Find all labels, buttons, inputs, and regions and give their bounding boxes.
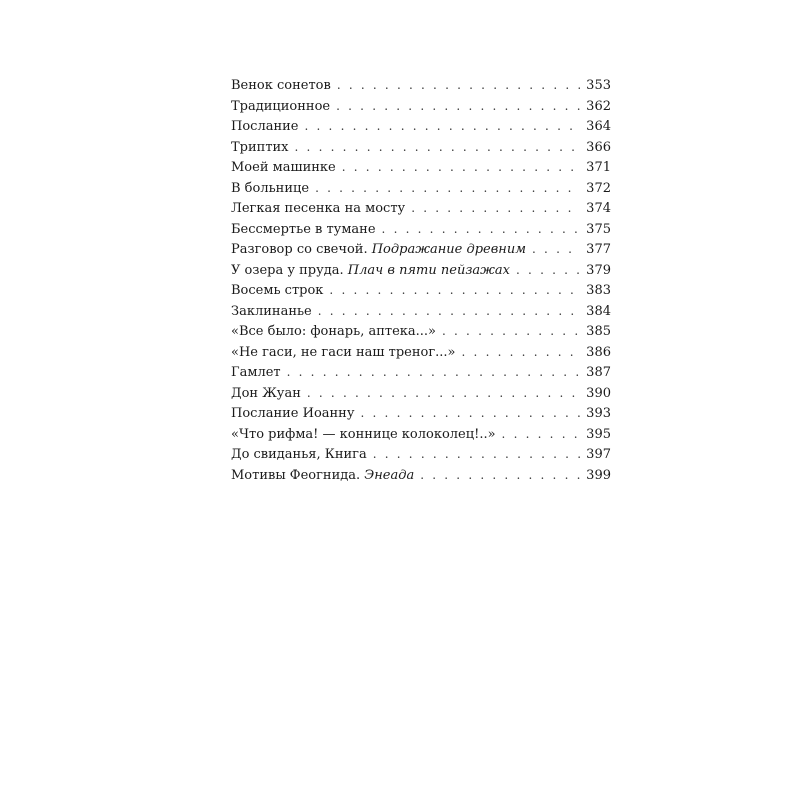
dot-leader — [337, 75, 580, 96]
toc-entry-title: Мотивы Феогнида. Энеада — [231, 467, 415, 483]
dot-leader — [307, 383, 580, 404]
dot-leader — [304, 116, 580, 137]
dot-leader — [462, 342, 581, 363]
toc-entry-title: До свиданья, Книга — [231, 447, 367, 462]
toc-entry-page: 366 — [586, 139, 611, 155]
toc-entry — [231, 342, 611, 363]
toc-entry-page: 383 — [586, 283, 611, 298]
dot-leader — [411, 198, 580, 219]
dot-leader — [295, 137, 581, 158]
toc-entry-title: Моей машинке — [231, 160, 336, 175]
toc-entry — [231, 383, 611, 404]
toc-entry — [231, 362, 611, 383]
toc-entry — [231, 424, 611, 445]
toc-entry-page: 390 — [586, 385, 611, 401]
toc-entry-page: 384 — [586, 303, 611, 319]
toc-entry — [231, 157, 611, 178]
toc-entry-title: Послание Иоанну — [231, 406, 355, 421]
dot-leader — [442, 321, 580, 342]
toc-entry-page: 393 — [586, 406, 611, 421]
toc-entry — [231, 116, 611, 137]
toc-entry-page: 387 — [586, 365, 611, 380]
dot-leader — [532, 239, 580, 260]
toc-entry — [231, 219, 611, 240]
toc-entry-page: 362 — [586, 98, 611, 114]
toc-entry-page: 353 — [586, 78, 611, 93]
toc-entry — [231, 465, 611, 486]
toc-entry — [231, 403, 611, 424]
dot-leader — [516, 260, 580, 281]
dot-leader — [342, 157, 580, 178]
toc-entry-page: 377 — [586, 242, 611, 257]
toc-entry — [231, 75, 611, 96]
dot-leader — [336, 96, 580, 117]
toc-entry-title: Разговор со свечой. Подражание древним — [231, 242, 527, 257]
toc-entry-title: У озера у пруда. Плач в пяти пейзажах — [231, 262, 511, 278]
toc-entry — [231, 178, 611, 199]
toc-entry-page: 371 — [586, 160, 611, 175]
dot-leader — [318, 301, 580, 322]
dot-leader — [315, 178, 580, 199]
dot-leader — [373, 444, 580, 465]
table-of-contents — [231, 75, 611, 485]
toc-entry-page: 375 — [586, 221, 611, 237]
dot-leader — [382, 219, 581, 240]
dot-leader — [420, 465, 580, 486]
toc-entry-page: 395 — [586, 426, 611, 442]
toc-entry-title: Традиционное — [231, 98, 331, 114]
dot-leader — [329, 280, 580, 301]
toc-entry — [231, 321, 611, 342]
toc-entry-page: 399 — [586, 467, 611, 483]
toc-entry-page: 385 — [586, 324, 611, 339]
toc-entry-title: В больнице — [231, 180, 310, 196]
toc-entry-page: 372 — [586, 180, 611, 196]
toc-entry-page: 379 — [586, 262, 611, 278]
toc-entry-title: Триптих — [231, 139, 289, 155]
toc-entry — [231, 198, 611, 219]
toc-entry — [231, 96, 611, 117]
toc-entry — [231, 444, 611, 465]
toc-entry-title: «Все было: фонарь, аптека...» — [231, 324, 436, 339]
toc-entry-page: 386 — [586, 344, 611, 360]
toc-entry-title: Дон Жуан — [231, 385, 301, 401]
toc-entry — [231, 260, 611, 281]
toc-entry-title: Легкая песенка на мосту — [231, 201, 406, 216]
toc-entry-page: 374 — [586, 201, 611, 216]
toc-entry-title: Гамлет — [231, 365, 281, 380]
toc-entry-page: 364 — [586, 119, 611, 134]
toc-entry — [231, 137, 611, 158]
toc-entry — [231, 301, 611, 322]
toc-entry — [231, 280, 611, 301]
toc-entry-title: Восемь строк — [231, 283, 324, 298]
dot-leader — [502, 424, 581, 445]
toc-entry-title: «Что рифма! — коннице колоколец!..» — [231, 426, 496, 442]
dot-leader — [361, 403, 581, 424]
toc-entry-title: Венок сонетов — [231, 78, 331, 93]
toc-entry-title: Послание — [231, 119, 299, 134]
toc-entry-page: 397 — [586, 447, 611, 462]
toc-entry-title: Заклинанье — [231, 303, 312, 319]
toc-entry — [231, 239, 611, 260]
dot-leader — [287, 362, 581, 383]
toc-entry-title: Бессмертье в тумане — [231, 221, 376, 237]
toc-entry-title: «Не гаси, не гаси наш треног...» — [231, 344, 456, 360]
